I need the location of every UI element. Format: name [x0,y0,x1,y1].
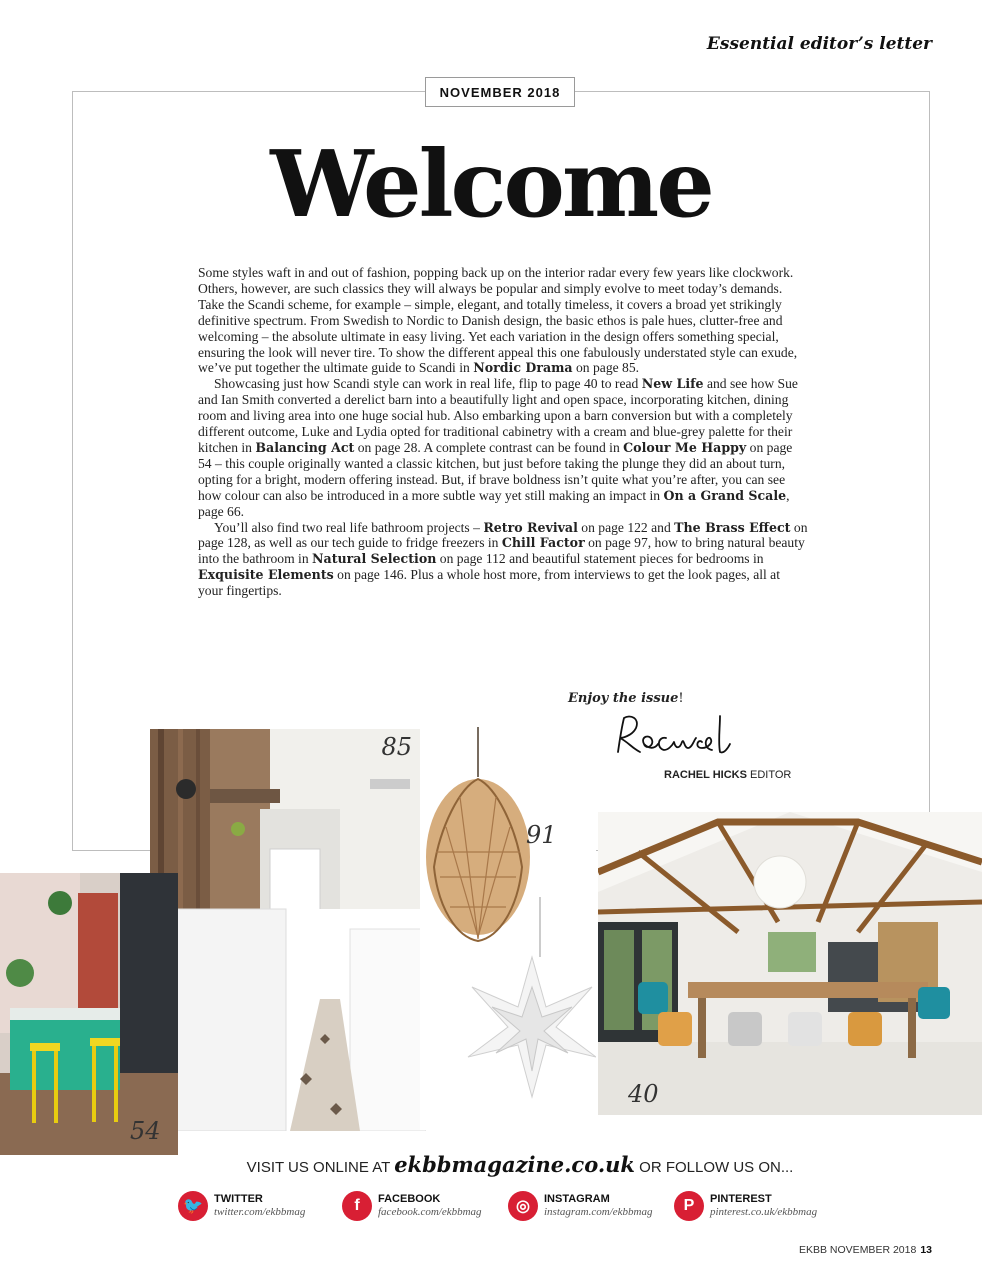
editor-signature [610,708,740,764]
twitter-icon: 🐦 [178,1191,208,1221]
social-twitter[interactable]: 🐦 TWITTER twitter.com/ekbbmag [178,1188,305,1224]
paragraph-1: Some styles waft in and out of fashion, popping back up on the interior radar every few years like clockwork. Others, however, are such classics they will always be popular and simply evolve to meet today’s demands. Take the Scandi scheme, for example – simple, elegant, and totally timeless, it covers a broad yet strikingly definitive spectrum. From Swedish to Nordic to Danish design, the basic ethos is pale hues, clutter-free and welcoming – the absolute ultimate in easy living. Yet each variation in the design offers something special, ensuring the look will never tire. To show the different appeal this one fabulously understated style can exude, we’ve put together the ultimate guide to Scandi in Nordic Drama on page 85. [198,265,798,376]
photo-barn-dining [598,812,982,1115]
photo-pendant-lights [420,727,596,1130]
paragraph-2: Showcasing just how Scandi style can work in real life, flip to page 40 to read New Life and see how Sue and Ian Smith converted a derelict barn into a beautifully light and open space, incorporating kitchen, dining room and living area into one huge social hub. Also embarking upon a barn conversion but with a completely different outcome, Luke and Lydia opted for traditional cabinetry with a cream and blue-grey palette for their kitchen in Balancing Act on page 28. A complete contrast can be found in Colour Me Happy on page 54 – this couple originally wanted a classic kitchen, but just before taking the plunge they did an about turn, opting for a bright, modern offering instead. But, if brave boldness isn’t quite what you’re after, you can see how colour can also be introduced in a more subtle way yet still making an impact in On a Grand Scale, page 66. [198,376,798,519]
page-ref-40: 40 [628,1080,659,1108]
social-instagram[interactable]: ◎ INSTAGRAM instagram.com/ekbbmag [508,1188,652,1224]
photo-white-kitchen [150,729,426,1131]
visit-line: VISIT US ONLINE AT ekbbmagazine.co.uk OR FOLLOW US ON... [246,1152,794,1177]
page-folio: EKBB NOVEMBER 2018 13 [799,1244,932,1256]
page-ref-91: 91 [526,821,557,849]
article-body [198,265,808,599]
paragraph-3: You’ll also find two real life bathroom projects – Retro Revival on page 122 and The Brass Effect on page 128, as well as our tech guide to fridge freezers in Chill Factor on page 97, how to bring natural beauty into the bathroom in Natural Selection on page 112 and beautiful statement pieces for bedrooms in Exquisite Elements on page 146. Plus a whole host more, from interviews to get the look pages, all at your fingertips. [198,519,808,599]
facebook-icon: f [342,1191,372,1221]
enjoy-line: Enjoy the issue! [568,691,684,706]
headline: Welcome [270,130,712,238]
social-facebook[interactable]: f FACEBOOK facebook.com/ekbbmag [342,1188,482,1224]
issue-date-badge: NOVEMBER 2018 [425,77,575,107]
page-ref-85: 85 [381,733,412,761]
social-pinterest[interactable]: P PINTEREST pinterest.co.uk/ekbbmag [674,1188,817,1224]
section-tag: Essential editor’s letter [706,34,932,54]
page-number: 13 [920,1244,932,1256]
page-ref-54: 54 [130,1117,161,1145]
instagram-icon: ◎ [508,1191,538,1221]
pinterest-icon: P [674,1191,704,1221]
website-link[interactable]: ekbbmagazine.co.uk [394,1152,635,1177]
photo-green-kitchen [0,873,178,1155]
editor-credit: RACHEL HICKS EDITOR [664,769,792,781]
